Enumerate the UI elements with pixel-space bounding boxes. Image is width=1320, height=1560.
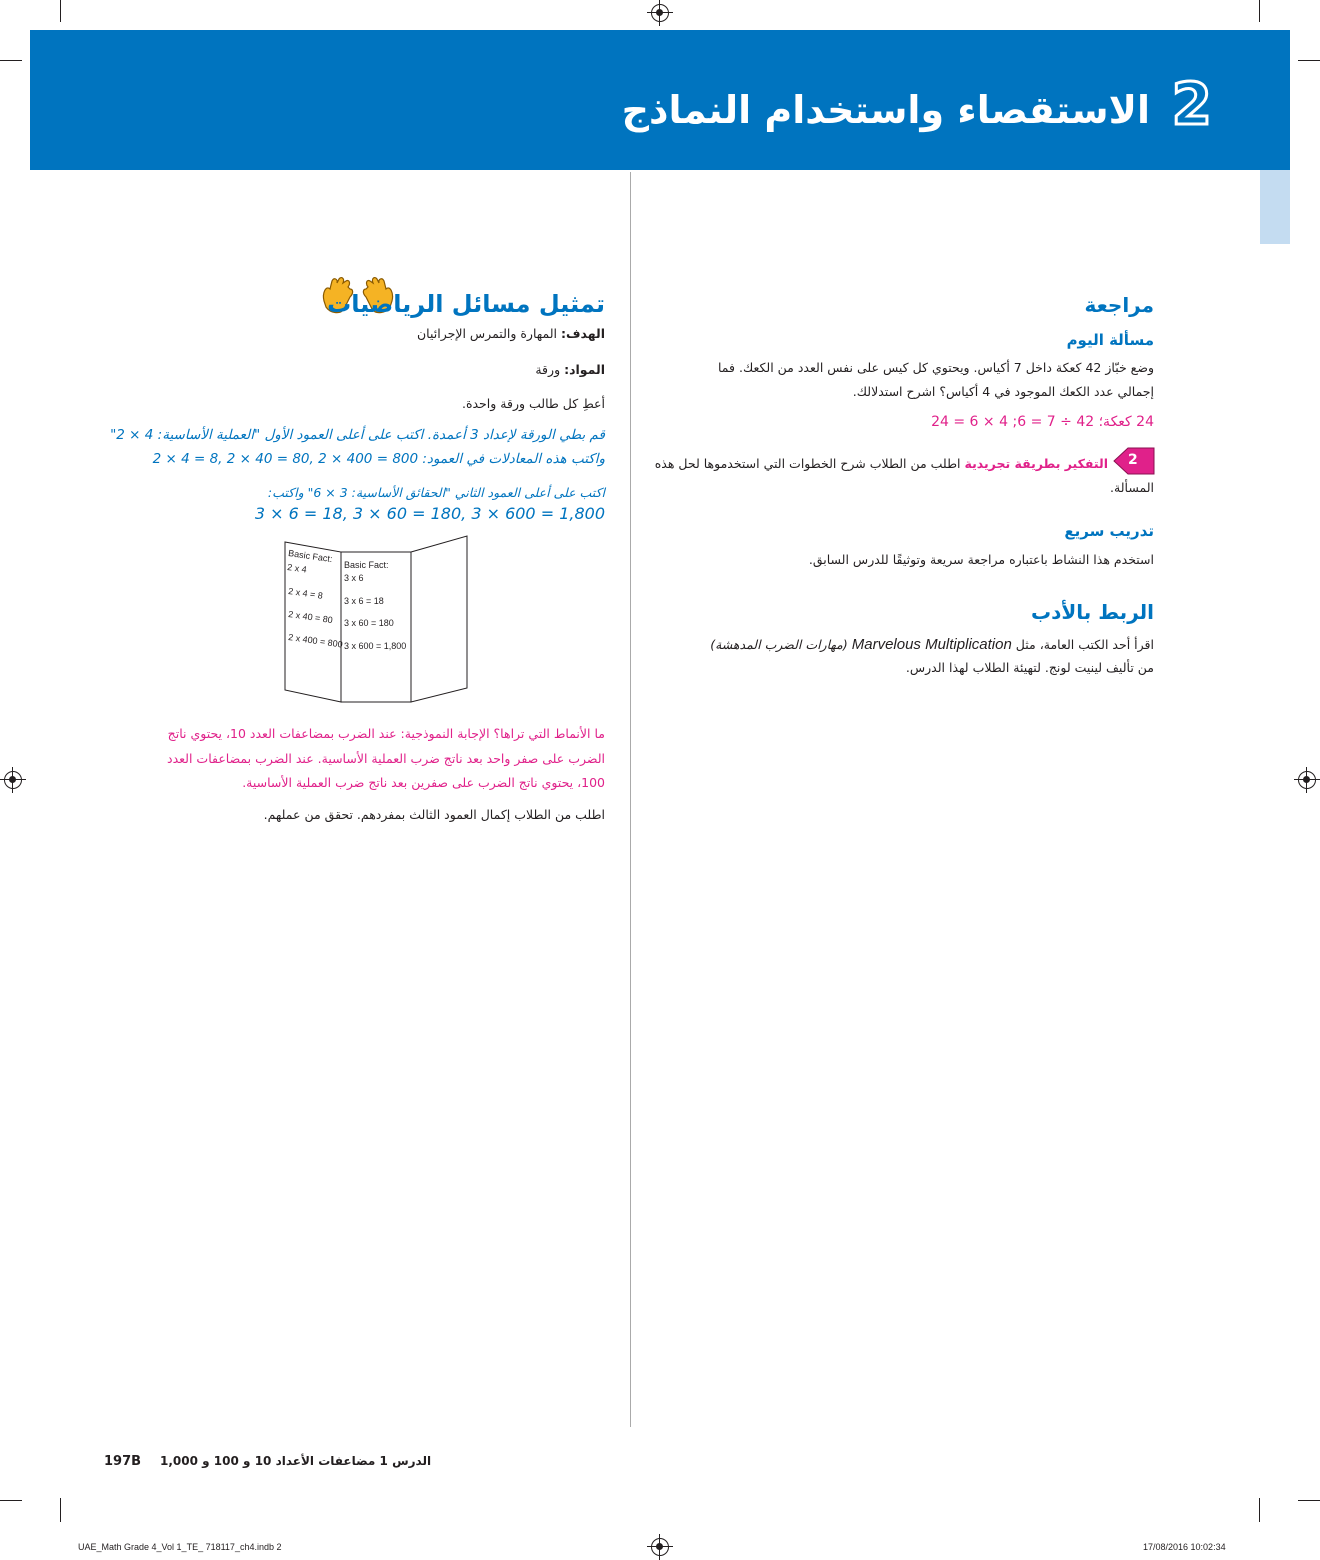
footer-lesson-label: الدرس 1 مضاعفات الأعداد 10 و 100 و 1,000 <box>160 1454 432 1468</box>
problem-line-1: وضع خبّاز 42 كعكة داخل 7 أكياس. ويحتوي كل كيس على نفس العدد من الكعك. فما <box>717 360 1154 375</box>
closing-line: اطلب من الطلاب إكمال العمود الثالث بمفردهم. تحقق من عملهم. <box>263 807 605 822</box>
registration-mark-icon <box>651 4 669 22</box>
crop-mark <box>60 1498 61 1522</box>
practice-text-2: المسألة. <box>1110 480 1154 495</box>
crop-mark <box>1259 0 1260 22</box>
practice-line <box>655 456 1108 471</box>
foldable-col2-row: 3 x 6 = 18 <box>344 596 384 606</box>
registration-mark-icon <box>651 1538 669 1556</box>
lesson-number: 2 <box>1171 70 1212 138</box>
step-2-line-2: واكتب هذه المعادلات في العمود: 800 = 400 × 2 ,80 = 40 × 2 ,8 = 4 × 2 <box>152 451 605 467</box>
foldable-col2-fact: 3 x 6 <box>344 573 364 583</box>
practice-text: اطلب من الطلاب شرح الخطوات التي استخدموها لحل هذه <box>654 456 961 471</box>
chapter-banner <box>30 30 1290 170</box>
page-number: 197B <box>104 1454 142 1469</box>
foldable-col1-header: Basic Fact: <box>287 548 334 565</box>
registration-mark-icon <box>1298 771 1316 789</box>
materials-text: ورقة <box>535 362 561 377</box>
column-divider <box>630 172 631 1427</box>
pattern-line-1: ما الأنماط التي تراها؟ الإجابة النموذجية: عند الضرب بمضاعفات العدد 10، يحتوي ناتج <box>167 726 605 741</box>
step-1: أعطِ كل طالب ورقة واحدة. <box>461 396 605 411</box>
step-3-line-1: اكتب على أعلى العمود الثاني "الحقائق الأساسية: 3 × 6" واكتب: <box>267 485 605 500</box>
goal-label: الهدف: <box>561 326 605 341</box>
foldable-col2-row: 3 x 600 = 1,800 <box>344 641 407 651</box>
fast-review-text: استخدم هذا النشاط باعتباره مراجعة سريعة وتوثيقًا للدرس السابق. <box>808 552 1154 567</box>
crop-mark <box>60 0 61 22</box>
footer-date-info: 17/08/2016 10:02:34 <box>1143 1542 1226 1552</box>
practice-badge-number: 2 <box>1128 452 1138 468</box>
literature-title: الربط بالأدب <box>1031 600 1154 624</box>
practice-label: التفكير بطريقة تجريدية <box>964 456 1108 471</box>
step-3-line-2: 3 × 6 = 18, 3 × 60 = 180, 3 × 600 = 1,800 <box>254 504 605 523</box>
crop-mark <box>1298 60 1320 61</box>
fast-review-title: تدريب سريع <box>1064 522 1154 540</box>
crop-mark <box>1298 1500 1320 1501</box>
side-tab <box>1260 170 1290 244</box>
literature-pre: اقرأ أحد الكتب العامة، مثل <box>1015 637 1154 652</box>
foldable-col2-header: Basic Fact: <box>344 560 389 570</box>
pattern-line-3: 100، يحتوي ناتج الضرب على صفرين بعد ناتج ضرب العملية الأساسية. <box>242 775 605 790</box>
step-2-line-1: قم بطي الورقة لإعداد 3 أعمدة. اكتب على أعلى العمود الأول "العملية الأساسية: 4 × 2" <box>110 427 605 443</box>
literature-line-2: من تأليف لينيت لونج. لتهيئة الطلاب لهذا الدرس. <box>905 660 1154 675</box>
materials-line <box>535 362 605 377</box>
literature-post: (مهارات الضرب المدهشة) <box>710 637 848 652</box>
foldable-col1-fact: 2 x 4 <box>286 562 308 575</box>
problem-line-2: إجمالي عدد الكعك الموجود في 4 أكياس؟ اشرح استدلالك. <box>852 384 1154 399</box>
foldable-col2-row: 3 x 60 = 180 <box>344 618 394 628</box>
problem-title: مسألة اليوم <box>1066 331 1154 349</box>
problem-answer: 24 كعكة؛ 42 ÷ 7 = 6; 4 × 6 = 24 <box>931 414 1154 430</box>
crop-mark <box>1259 1498 1260 1522</box>
pattern-line-2: الضرب على صفر واحد بعد ناتج ضرب العملية الأساسية. عند الضرب بمضاعفات العدد <box>167 751 605 766</box>
materials-label: المواد: <box>564 362 605 377</box>
goal-line <box>417 326 605 341</box>
registration-mark-icon <box>4 771 22 789</box>
literature-book: Marvelous Multiplication <box>851 636 1012 653</box>
goal-text: المهارة والتمرس الإجرائيان <box>417 326 558 341</box>
left-section-title: تمثيل مسائل الرياضيات <box>327 290 605 318</box>
review-title: مراجعة <box>1084 293 1154 317</box>
foldable-col1-row: 2 x 40 = 80 <box>287 609 334 626</box>
foldable-col1-row: 2 x 400 = 800 <box>287 632 344 650</box>
literature-line-1 <box>710 636 1154 653</box>
banner-title: الاستقصاء واستخدام النماذج <box>621 88 1150 132</box>
crop-mark <box>0 60 22 61</box>
footer-file-info: UAE_Math Grade 4_Vol 1_TE_ 718117_ch4.indb 2 <box>78 1542 282 1552</box>
foldable-col1-row: 2 x 4 = 8 <box>287 586 324 601</box>
crop-mark <box>0 1500 22 1501</box>
